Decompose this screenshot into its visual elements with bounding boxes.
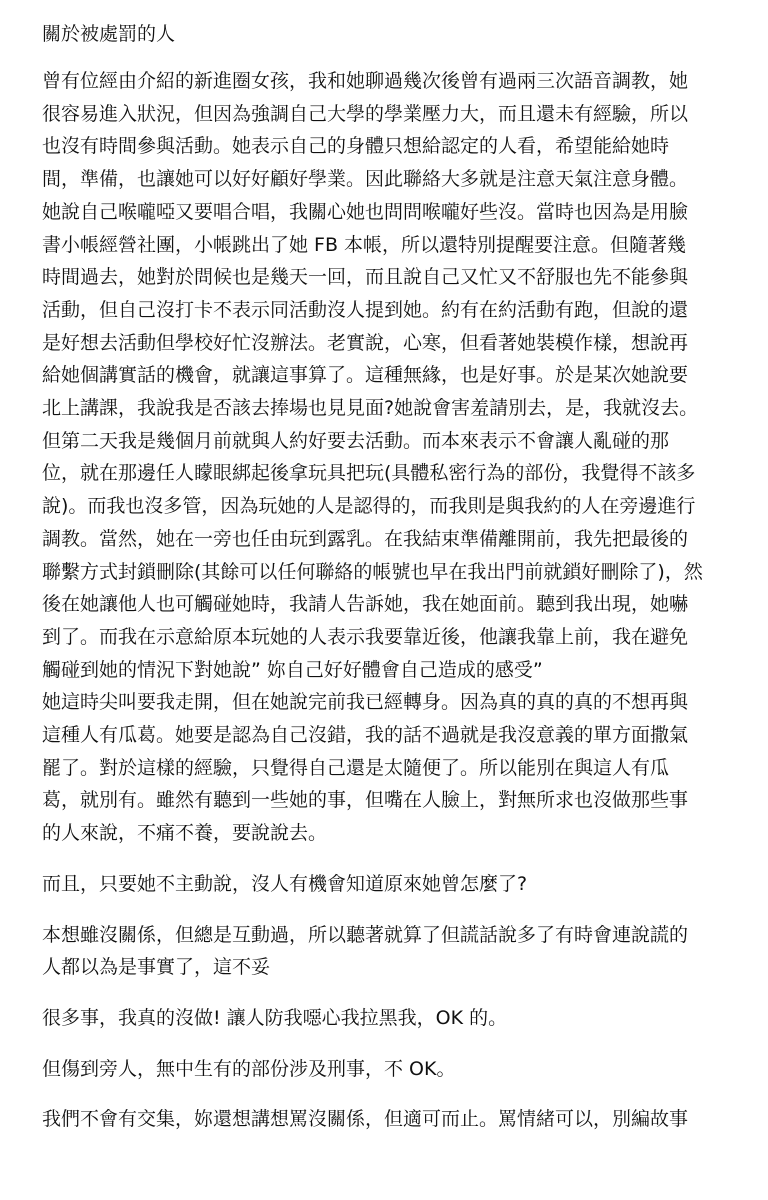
paragraph-spacer — [42, 850, 742, 868]
text-line: 說)。而我也沒多管，因為玩她的人是認得的，而我則是與我約的人在旁邊進行 — [42, 495, 696, 518]
text-line: 很容易進入狀況，但因為強調自己大學的學業壓力大，而且還未有經驗，所以 — [42, 102, 689, 125]
text-line: 位，就在那邊任人矇眼綁起後拿玩具把玩(具體私密行為的部份，我覺得不該多 — [42, 462, 696, 485]
text-line: 到了。而我在示意給原本玩她的人表示我要靠近後，他讓我靠上前，我在避免 — [42, 625, 689, 648]
text-line: 但傷到旁人，無中生有的部份涉及刑事，不 OK。 — [42, 1057, 456, 1080]
paragraph-spacer — [42, 1035, 742, 1053]
text-line: 觸碰到她的情況下對她說” 妳自己好好體會自己造成的感受” — [42, 658, 543, 681]
text-line: 很多事，我真的沒做! 讓人防我噁心我拉黑我，OK 的。 — [42, 1006, 508, 1029]
text-line: 她這時尖叫要我走開，但在她說完前我已經轉身。因為真的真的真的不想再與 — [42, 691, 689, 714]
text-line: 是好想去活動但學校好忙沒辦法。老實說，心寒，但看著她裝模作樣，想說再 — [42, 331, 689, 354]
paragraph-2 — [42, 868, 742, 901]
paragraph-spacer — [42, 901, 742, 919]
document-title: 關於被處罰的人 — [42, 23, 176, 45]
document-body — [42, 18, 742, 1136]
text-line: 而且，只要她不主動說，沒人有機會知道原來她曾怎麼了? — [42, 872, 528, 895]
text-line: 北上講課，我說我是否該去捧場也見見面?她說會害羞請別去，是，我就沒去。 — [42, 397, 699, 420]
paragraph-5 — [42, 1053, 742, 1086]
text-line: 但第二天我是幾個月前就與人約好要去活動。而本來表示不會讓人亂碰的那 — [42, 429, 670, 452]
paragraph-4 — [42, 1002, 742, 1035]
text-line: 的人來說，不痛不養，要說說去。 — [42, 822, 328, 845]
paragraph-spacer — [42, 1085, 742, 1103]
paragraph-1 — [42, 65, 742, 850]
text-line: 人都以為是事實了，這不妥 — [42, 956, 271, 979]
text-line: 聯繫方式封鎖刪除(其餘可以任何聯絡的帳號也早在我出門前就鎖好刪除了)，然 — [42, 560, 703, 583]
text-line: 後在她讓他人也可觸碰她時，我請人告訴她，我在她面前。聽到我出現，她嚇 — [42, 593, 689, 616]
text-line: 這種人有瓜葛。她要是認為自己沒錯，我的話不過就是我沒意義的單方面撒氣 — [42, 724, 689, 747]
text-line: 葛，就別有。雖然有聽到一些她的事，但嘴在人臉上，對無所求也沒做那些事 — [42, 789, 689, 812]
text-line: 間，準備，也讓她可以好好顧好學業。因此聯絡大多就是注意天氣注意身體。 — [42, 168, 689, 191]
paragraph-3 — [42, 919, 742, 984]
text-line: 活動，但自己沒打卡不表示同活動沒人提到她。約有在約活動有跑，但說的還 — [42, 298, 689, 321]
paragraph-6 — [42, 1103, 742, 1136]
text-line: 她說自己喉嚨啞又要唱合唱，我關心她也問問喉嚨好些沒。當時也因為是用臉 — [42, 200, 689, 223]
text-line: 本想雖沒關係，但總是互動過，所以聽著就算了但謊話說多了有時會連說謊的 — [42, 923, 689, 946]
text-line: 給她個講實話的機會，就讓這事算了。這種無緣，也是好事。於是某次她說要 — [42, 364, 689, 387]
text-line: 書小帳經營社團，小帳跳出了她 FB 本帳，所以還特別提醒要注意。但隨著幾 — [42, 233, 687, 256]
text-line: 也沒有時間參與活動。她表示自己的身體只想給認定的人看，希望能給她時 — [42, 135, 670, 158]
text-line: 我們不會有交集，妳還想講想罵沒關係，但適可而止。罵情緒可以，別編故事 — [42, 1108, 689, 1131]
paragraph-spacer — [42, 984, 742, 1002]
text-line: 曾有位經由介紹的新進圈女孩，我和她聊過幾次後曾有過兩三次語音調教，她 — [42, 70, 689, 92]
text-line: 時間過去，她對於問候也是幾天一回，而且說自己又忙又不舒服也先不能參與 — [42, 266, 689, 289]
text-line: 罷了。對於這樣的經驗，只覺得自己還是太隨便了。所以能別在與這人有瓜 — [42, 756, 670, 779]
text-line: 調教。當然，她在一旁也任由玩到露乳。在我結束準備離開前，我先把最後的 — [42, 527, 689, 550]
